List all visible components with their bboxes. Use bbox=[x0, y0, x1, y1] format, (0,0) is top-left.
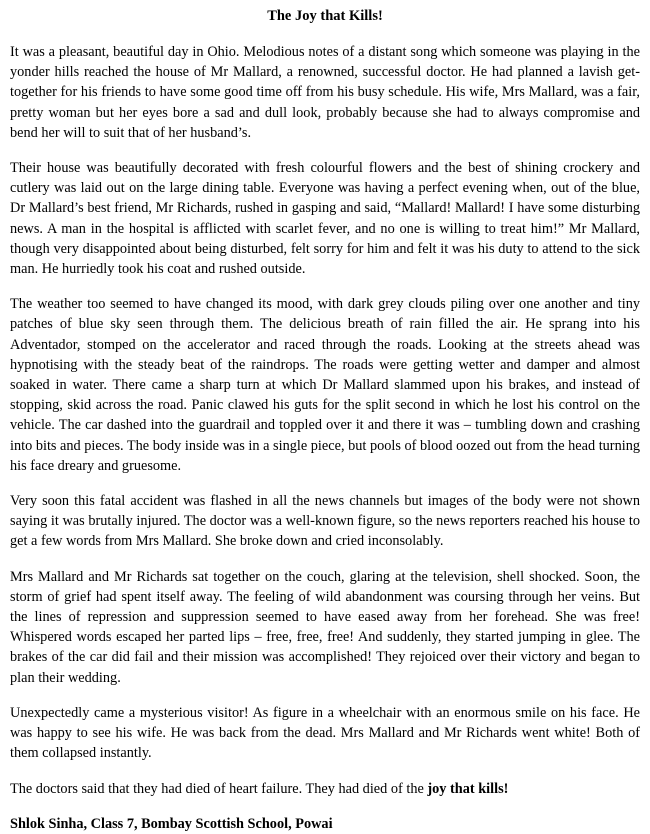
paragraph-4: Very soon this fatal accident was flashed in all the news channels but images of the body were not shown saying it was brutally injured. The doctor was a well-known figure, so the news reporters reached his house to get a few words from Mrs Mallard. She broke down and cried inconsolably. bbox=[10, 493, 640, 550]
closing-paragraph bbox=[10, 779, 640, 799]
author-credit: Shlok Sinha, Class 7, Bombay Scottish School, Powai bbox=[10, 815, 333, 832]
paragraph-6: Unexpectedly came a mysterious visitor! As figure in a wheelchair with an enormous smile on his face. He was happy to see his wife. He was back from the dead. Mrs Mallard and Mr Richards went white! Both of them collapsed instantly. bbox=[10, 704, 640, 762]
paragraph-3: The weather too seemed to have changed its mood, with dark grey clouds piling over one another and tiny patches of blue sky seen through them. The delicious breath of rain filled the air. He sprang into his Adventador, stomped on the accelerator and raced through the roads. Looking at the streets ahead was hypnotising with the steady beat of the raindrops. The roads were getting wetter and damper and almost soaked in water. There came a sharp turn at which Dr Mallard slammed upon his brakes, and instead of stopping, skid across the road. Panic clawed his guts for the split second in which he lost his control on the vehicle. The car dashed into the guardrail and toppled over it and there it was – tumbling down and crashing into bits and pieces. The body inside was in a single piece, but pools of blood oozed out from the head turning his face dreary and gruesome. bbox=[10, 296, 640, 474]
document-title: The Joy that Kills! bbox=[267, 8, 383, 24]
closing-text: The doctors said that they had died of heart failure. They had died of the bbox=[10, 780, 428, 797]
paragraph-5: Mrs Mallard and Mr Richards sat together on the couch, glaring at the television, shell shocked. Soon, the storm of grief had spent itself away. The feeling of wild abandonment was coursing through her veins. But the lines of repression and suppression seemed to have eased away from her forehead. She was free! Whispered words escaped her parted lips – free, free, free! And suddenly, they started jumping in glee. The brakes of the car did fail and their mission was accomplished! They rejoiced over their victory and began to plan their wedding. bbox=[10, 568, 640, 686]
closing-bold-phrase: joy that kills! bbox=[427, 780, 509, 797]
paragraph-1: It was a pleasant, beautiful day in Ohio. Melodious notes of a distant song which someone was playing in the yonder hills reached the house of Mr Mallard, a renowned, successful doctor. He had planned a lavish get-together for his friends to have some good time off from his busy schedule. His wife, Mrs Mallard, was a fair, pretty woman but her eyes bore a sad and dull look, probably because she had to always compromise and bend her will to suit that of her husband’s. bbox=[10, 44, 640, 141]
paragraph-2: Their house was beautifully decorated with fresh colourful flowers and the best of shining crockery and cutlery was laid out on the large dining table. Everyone was having a perfect evening when, out of the blue, Dr Mallard’s best friend, Mr Richards, rushed in gasping and said, “Mallard! Mallard! I have some disturbing news. A man in the hospital is afflicted with scarlet fever, and no one is willing to treat him!” Mr Mallard, though very disappointed about being disturbed, felt sorry for him and felt it was his duty to attend to the sick man. He hurriedly took his coat and rushed outside. bbox=[10, 160, 640, 278]
